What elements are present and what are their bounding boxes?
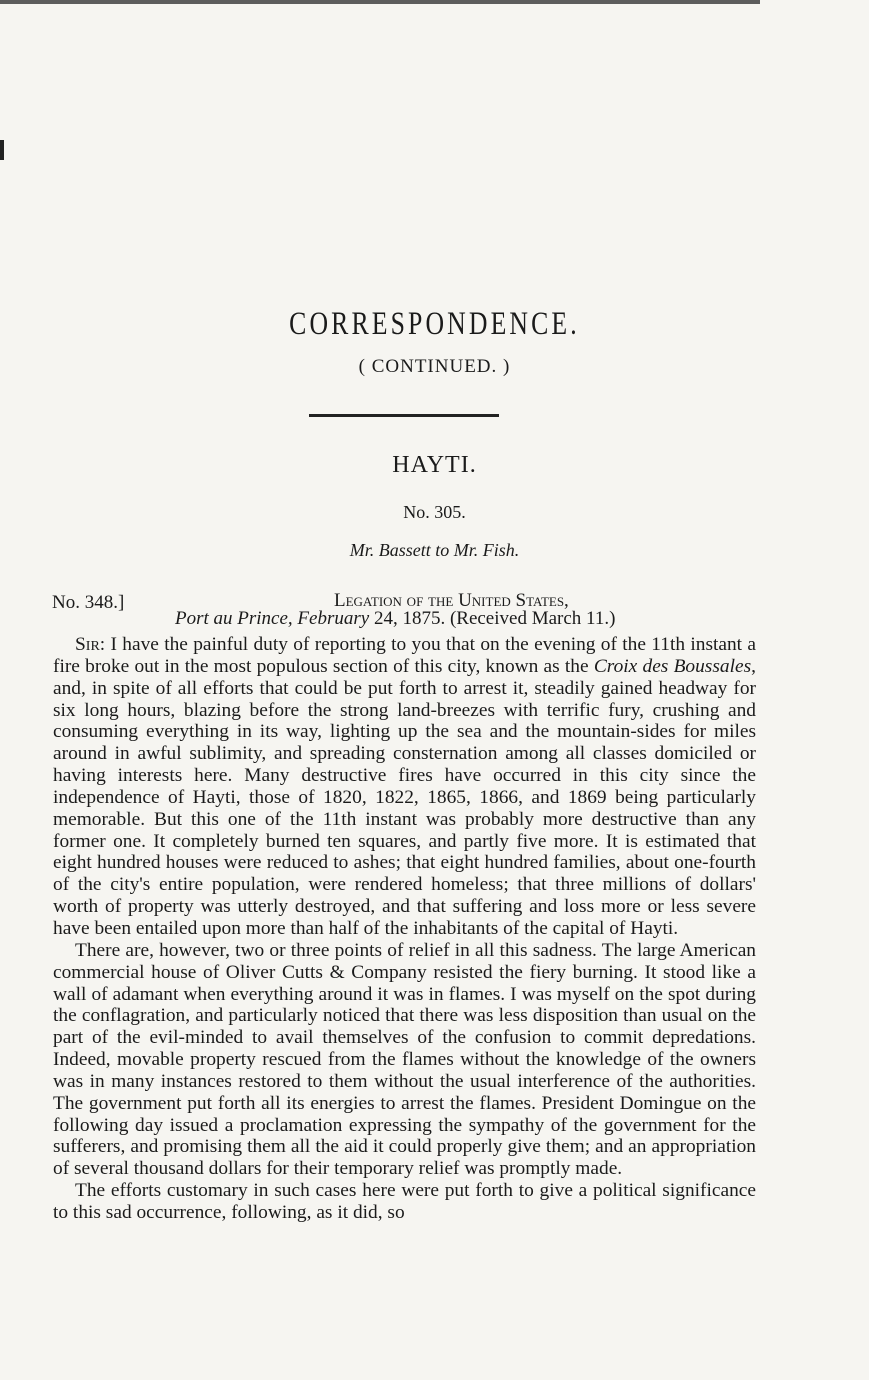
dateline-date: 24, 1875.: [373, 608, 446, 629]
top-edge-rule: [0, 0, 760, 4]
dispatch-number: No. 348.]: [52, 592, 125, 613]
salutation: Sir: [75, 634, 100, 655]
letter-body: [53, 634, 756, 1224]
margin-ink-mark: [0, 140, 4, 160]
page-subheading: ( CONTINUED. ): [358, 356, 511, 377]
dateline-place: Port au Prince, February: [175, 608, 370, 629]
received-note: (Received March 11.): [449, 608, 616, 629]
paragraph-1-text-a: : I have the painful duty of reporting to you that on the evening of the 11th instant a fire broke out in the most populous section of this city, known as the: [53, 634, 756, 677]
paragraph-2: There are, however, two or three points of relief in all this sadness. The large American commercial house of Oliver Cutts & Company resisted the fiery burning. It stood like a wall of adamant when everything around it was in flames. I was myself on the spot during the conflagration, and particularly noticed that there was less disposition than usual on the part of the evil-minded to avail themselves of the confusion to commit depredations. Indeed, movable property rescued from the flames without the knowledge of the owners was in many instances restored to them without the usual interference of the authorities. The government put forth all its energies to arrest the flames. President Domingue on the following day issued a proclamation expressing the sympathy of the government for the sufferers, and promising them all the aid it could properly give them; and an appropriation of several thousand dollars for their temporary relief was promptly made.: [53, 939, 756, 1180]
legation-header: Legation of the United States,: [334, 590, 569, 611]
paragraph-1-text-b: , and, in spite of all efforts that could be put forth to arrest it, steadily gained headway for six long hours, blazing before the strong land-breezes with terrific fury, crushing and consuming everything in its way, lighting up the sea and the mountain-sides for miles around in awful sublimity, and spreading consternation among all classes domiciled or having interests here. Many destructive fires have occurred in this city since the independence of Hayti, those of 1820, 1822, 1865, 1866, and 1869 being particularly memorable. But this one of the 11th instant was probably more destructive than any former one. It completely burned ten squares, and partly five more. It is estimated that eight hundred houses were reduced to ashes; that eight hundred families, about one-fourth of the city's entire population, were rendered homeless; that three millions of dollars' worth of property was utterly destroyed, and that suffering and loss more or less severe have been entailed upon more than half of the inhabitants of the capital of Hayti.: [53, 655, 756, 939]
document-number: No. 305.: [403, 502, 466, 522]
paragraph-3: The efforts customary in such cases here were put forth to give a political significance to this sad occurrence, following, as it did, so: [53, 1180, 756, 1223]
correspondents-line: Mr. Bassett to Mr. Fish.: [349, 540, 520, 560]
paragraph-1-place-name: Croix des Boussales: [593, 655, 752, 677]
dateline: [175, 608, 615, 630]
country-heading: HAYTI.: [392, 452, 477, 478]
page-heading: CORRESPONDENCE.: [289, 306, 580, 342]
paragraph-1: [53, 634, 756, 940]
section-divider: [309, 414, 499, 417]
